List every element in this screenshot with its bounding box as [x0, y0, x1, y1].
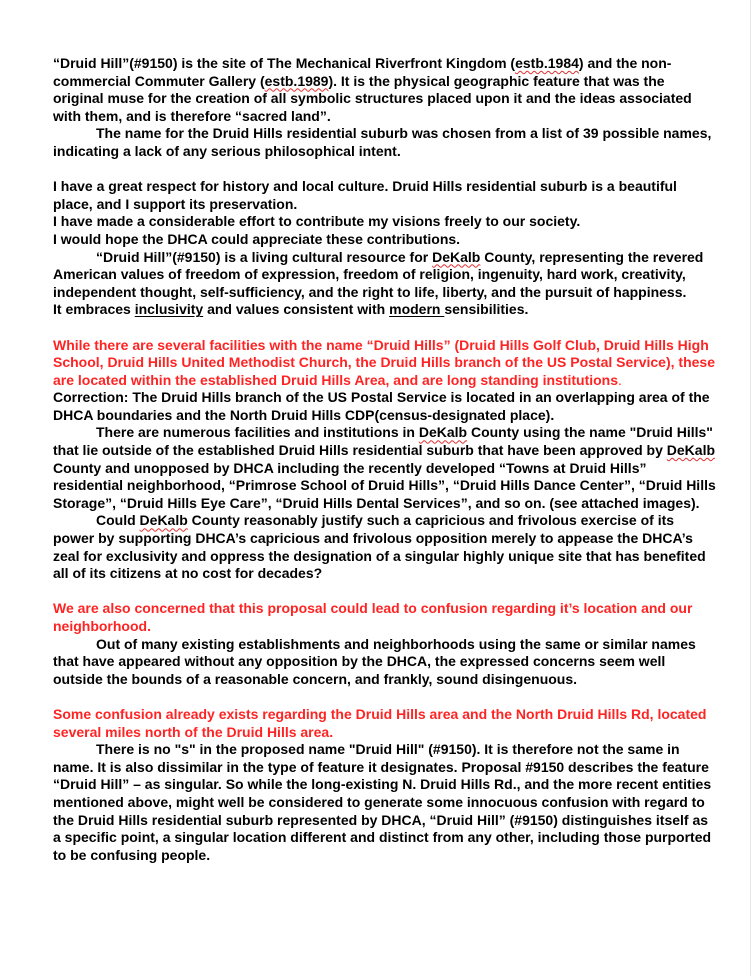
paragraph-site-description — [53, 55, 718, 125]
text-run: “Druid Hill”(#9150) is a living cultural resource for — [96, 248, 433, 265]
spellcheck-word: DeKalb — [432, 248, 481, 265]
text-run: Could — [96, 512, 140, 529]
text-run: County reasonably justify such a capricious and frivolous exercise of its power by supporting DHCA’s capricious and frivolous opposition merely to appease the DHCA’s zeal for exclusivity and oppress the designation of a singular highly unique site that has benefited all of its citizens at no cost for decades? — [53, 512, 706, 582]
text-run: While there are several facilities with the name “Druid Hills” (Druid Hills Golf Club, Druid Hills High School, Druid Hills United Methodist Church, the Druid Hills branch of the US Postal Service), these are located within the established Druid Hills Area, and are long standing institutions — [53, 336, 715, 388]
text-run: It embraces — [53, 301, 135, 318]
paragraph-respect: I have a great respect for history and local culture. Druid Hills residential suburb is a beautiful place, and I support its preservation. — [53, 178, 677, 212]
paragraph-name-origin: The name for the Druid Hills residential suburb was chosen from a list of 39 possible names, indicating a lack of any serious philosophical intent. — [53, 125, 712, 159]
quoted-concern-confusion: We are also concerned that this proposal could lead to confusion regarding it’s location and our neighborhood. — [53, 600, 693, 634]
paragraph-cultural-resource — [53, 249, 718, 302]
text-run: ) and the non-commercial Commuter Gallery ( — [53, 55, 672, 89]
spellcheck-word: estb.1989 — [264, 72, 329, 89]
paragraph-contribution: I have made a considerable effort to contribute my visions freely to our society. — [53, 213, 581, 230]
blank-line — [53, 688, 718, 706]
spellcheck-word: DeKalb — [418, 424, 468, 441]
paragraph-numerous-facilities — [53, 424, 718, 512]
text-run: There are numerous facilities and institutions in — [96, 424, 419, 441]
paragraph-appreciation: I would hope the DHCA could appreciate these contributions. — [53, 230, 461, 247]
spellcheck-word: DeKalb — [666, 442, 716, 459]
text-run: County using the name "Druid Hills" that lie outside of the established Druid Hills residential suburb that have been approved by — [53, 424, 713, 459]
paragraph-inclusivity — [53, 301, 718, 319]
underlined-word: inclusivity — [134, 301, 204, 318]
paragraph-justification-question — [53, 512, 718, 582]
text-run: and values consistent with — [203, 301, 390, 318]
quoted-concern-north-druid-hills: Some confusion already exists regarding the Druid Hills area and the North Druid Hills Rd, located several miles north of the Druid Hills area. — [53, 705, 707, 740]
blank-line — [53, 583, 718, 601]
text-run: . — [618, 371, 622, 388]
text-run: County, representing the revered American values of freedom of expression, freedom of religion, ingenuity, hard work, creativity, independent thought, self-sufficiency, and the right to life, liberty, and the pursuit of happiness. — [53, 248, 704, 300]
spellcheck-word: DeKalb — [139, 512, 188, 529]
blank-line — [53, 161, 718, 179]
text-run: ). It is the physical geographic feature that was the original muse for the creation of all symbolic structures placed upon it and the ideas associated with them, and is therefore “sacred land”. — [53, 72, 692, 124]
paragraph-correction: Correction: The Druid Hills branch of the US Postal Service is located in an overlapping area of the DHCA boundaries and the North Druid Hills CDP(census-designated place). — [53, 389, 710, 423]
text-run: “Druid Hill”(#9150) is the site of The Mechanical Riverfront Kingdom ( — [53, 55, 516, 71]
spellcheck-word: estb.1984 — [515, 55, 579, 71]
document-body — [53, 55, 718, 864]
blank-line — [53, 319, 718, 337]
underlined-word: modern — [389, 301, 445, 318]
quoted-concern-facilities — [53, 337, 718, 390]
text-run: sensibilities. — [444, 301, 529, 318]
text-run: County and unopposed by DHCA including the recently developed “Towns at Druid Hills” residential neighborhood, “Primrose School of Druid Hills”, “Druid Hills Dance Center”, “Druid Hills Storage”, “Druid Hills Eye Care”, “Druid Hills Dental Services”, and so on. (see attached images). — [53, 459, 716, 511]
paragraph-existing-establishments: Out of many existing establishments and neighborhoods using the same or similar names that have appeared without any opposition by the DHCA, the expressed concerns seem well outside the bounds of a reasonable concern, and frankly, sound disingenuous. — [53, 635, 696, 687]
paragraph-singular-name: There is no "s" in the proposed name "Druid Hill" (#9150). It is therefore not the same in name. It is also dissimilar in the type of feature it designates. Proposal #9150 describes the feature “Druid Hill” – as singular. So while the long-existing N. Druid Hills Rd., and the more recent entities mentioned above, might well be considered to generate some innocuous confusion with regard to the Druid Hills residential suburb represented by DHCA, “Druid Hill” (#9150) distinguishes itself as a specific point, a singular location different and distinct from any other, including those purported to be confusing people. — [53, 741, 712, 863]
